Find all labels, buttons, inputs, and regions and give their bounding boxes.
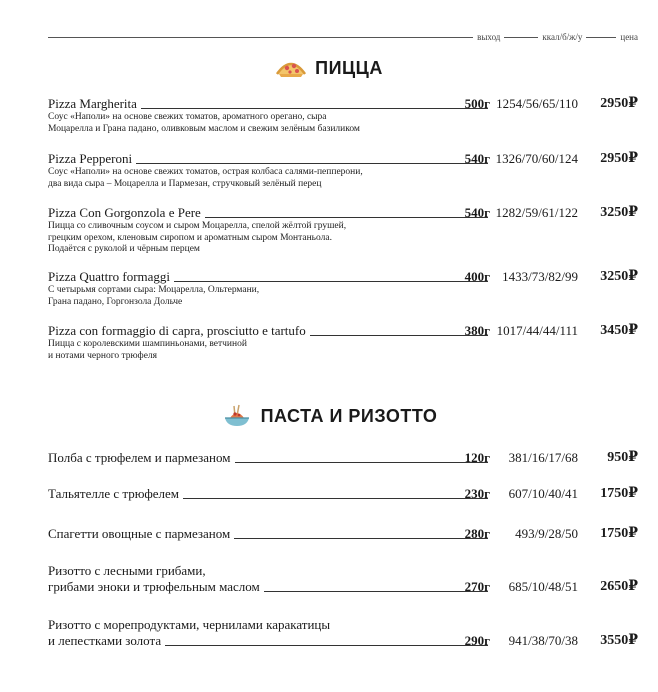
item-name: Pizza Con Gorgonzola e Pere [48, 205, 205, 221]
item-nutrition: 1282/59/61/122 [495, 205, 578, 220]
menu-item [48, 151, 638, 190]
header-rule [48, 37, 473, 38]
item-price: 3450₽ [600, 323, 638, 338]
item-name: Спагетти овощные с пармезаном [48, 526, 234, 542]
column-weight-label: выход [477, 32, 501, 42]
item-description-line: два вида сыра – Моцарелла и Пармезан, стручковый зелёный перец [48, 178, 322, 189]
menu-item [48, 617, 638, 649]
item-weight: 400г [464, 269, 490, 284]
item-price: 2950₽ [600, 96, 638, 111]
pasta-section-title [0, 404, 658, 428]
item-name: Pizza con formaggio di capra, prosciutto e tartufo [48, 323, 310, 339]
item-description-line: Пицца с королевскими шампиньонами, ветчиной [48, 339, 247, 349]
pasta-bowl-icon [221, 404, 253, 428]
item-price: 1750₽ [600, 486, 638, 501]
item-price: 2650₽ [600, 579, 638, 594]
column-nutrition-label: ккал/б/ж/у [542, 32, 583, 42]
section-title-text: ПИЦЦА [315, 57, 383, 78]
item-name: Тальятелле с трюфелем [48, 486, 183, 502]
item-description-line: С четырьмя сортами сыра: Моцарелла, Ольтермани, [48, 285, 260, 295]
item-nutrition: 1254/56/65/110 [496, 96, 578, 111]
item-weight: 270г [464, 579, 490, 594]
menu-item [48, 486, 638, 502]
item-price: 3550₽ [600, 633, 638, 648]
menu-item [48, 269, 638, 308]
header-rule [586, 37, 616, 38]
item-weight: 230г [464, 486, 490, 501]
menu-item [48, 323, 638, 362]
column-price-label: цена [620, 32, 638, 42]
menu-item [48, 96, 638, 135]
column-headers [48, 31, 638, 43]
item-name-line: Ризотто с морепродуктами, чернилами каракатицы [48, 617, 331, 632]
menu-item [48, 450, 638, 466]
item-description-line: Соус «Наполи» на основе свежих томатов, острая колбаса салями-пепперони, [48, 167, 363, 177]
item-name: грибами эноки и трюфельным маслом [48, 579, 264, 595]
item-weight: 280г [464, 526, 490, 541]
item-name: Pizza Pepperoni [48, 151, 136, 167]
item-price: 950₽ [607, 450, 638, 465]
item-nutrition: 685/10/48/51 [508, 579, 578, 594]
item-price: 3250₽ [600, 269, 638, 284]
item-price: 1750₽ [600, 526, 638, 541]
item-nutrition: 1326/70/60/124 [495, 151, 578, 166]
item-weight: 380г [464, 323, 490, 338]
section-title-text: ПАСТА И РИЗОТТО [260, 405, 438, 426]
menu-item [48, 563, 638, 595]
item-description-line: Моцарелла и Грана падано, оливковым маслом и свежим зелёным базиликом [48, 123, 360, 134]
item-weight: 540г [464, 151, 490, 166]
menu-item [48, 526, 638, 542]
pizza-section-title [0, 56, 658, 80]
item-weight: 540г [464, 205, 490, 220]
item-weight: 500г [464, 96, 490, 111]
item-name-line: Ризотто с лесными грибами, [48, 563, 206, 578]
item-name: Pizza Margherita [48, 96, 141, 112]
item-description-line: Подаётся с руколой и чёрным перцем [48, 244, 200, 254]
item-name: Полба с трюфелем и пармезаном [48, 450, 235, 466]
item-nutrition: 493/9/28/50 [515, 526, 578, 541]
item-nutrition: 607/10/40/41 [508, 486, 578, 501]
item-description-line: грецким орехом, кленовым сиропом и ароматным сыром Монтаньола. [48, 232, 332, 243]
item-weight: 290г [464, 633, 490, 648]
item-nutrition: 941/38/70/38 [508, 633, 578, 648]
item-price: 3250₽ [600, 205, 638, 220]
item-description-line: Грана падано, Горгонзола Дольче [48, 296, 183, 307]
item-nutrition: 1017/44/44/111 [496, 323, 578, 338]
item-nutrition: 1433/73/82/99 [502, 269, 578, 284]
item-weight: 120г [464, 450, 490, 465]
item-price: 2950₽ [600, 151, 638, 166]
item-description-line: Соус «Наполи» на основе свежих томатов, ароматного орегано, сыра [48, 112, 327, 122]
header-rule [504, 37, 538, 38]
item-nutrition: 381/16/17/68 [508, 450, 578, 465]
item-name: и лепестками золота [48, 633, 165, 649]
item-description-line: Пицца со сливочным соусом и сыром Моцарелла, спелой жёлтой грушей, [48, 221, 347, 231]
pizza-slice-icon [275, 56, 307, 80]
menu-item [48, 205, 638, 256]
item-name: Pizza Quattro formaggi [48, 269, 174, 285]
item-description-line: и нотами черного трюфеля [48, 350, 158, 361]
